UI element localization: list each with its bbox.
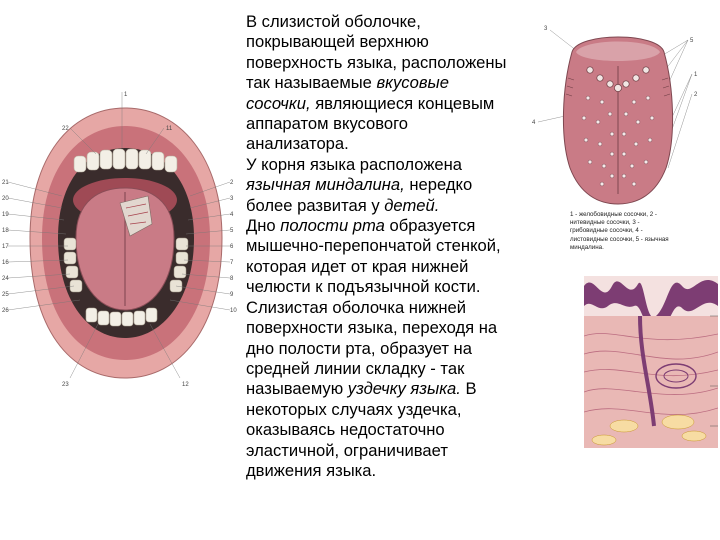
text-line xyxy=(246,257,546,277)
caption-line: грибовидные сосочки, 4 - xyxy=(570,227,643,235)
text-line xyxy=(246,236,546,256)
text-line xyxy=(246,134,546,154)
text-run: образуется xyxy=(384,216,476,236)
caption-line: миндалина. xyxy=(570,243,604,251)
text-line xyxy=(246,298,546,318)
mouth-label: 25 xyxy=(2,292,9,298)
text-run: некоторых случаях уздечка, xyxy=(246,399,462,419)
mouth-label: 17 xyxy=(2,244,9,250)
tongue-label: 2 xyxy=(694,92,698,98)
tongue-label: 5 xyxy=(690,38,694,44)
text-run: нередко xyxy=(404,175,473,195)
text-run: Слизистая оболочка нижней xyxy=(246,297,466,317)
mouth-label: 4 xyxy=(230,212,234,218)
mouth-label: 12 xyxy=(182,382,189,388)
text-line xyxy=(246,339,546,359)
text-line xyxy=(246,155,546,175)
main-text xyxy=(246,12,546,481)
text-line xyxy=(246,441,546,461)
emphasized-term: детей. xyxy=(384,195,440,215)
text-line xyxy=(246,277,546,297)
mouth-label: 11 xyxy=(166,126,173,132)
tongue-drawing xyxy=(528,18,708,214)
text-run: В слизистой оболочке, xyxy=(246,12,421,31)
text-run: поверхности языка, переходя на xyxy=(246,318,498,338)
emphasized-term: сосочки, xyxy=(246,93,311,113)
text-line xyxy=(246,318,546,338)
text-run: более развитая у xyxy=(246,195,385,215)
mouth-label: 18 xyxy=(2,228,9,234)
text-run: В xyxy=(460,379,477,399)
text-run: являющиеся концевым xyxy=(310,93,495,113)
text-line xyxy=(246,461,546,481)
text-line xyxy=(246,216,546,236)
mouth-label: 20 xyxy=(2,196,9,202)
text-run: движения языка. xyxy=(246,460,377,480)
text-run: дно полости рта, образует на xyxy=(246,338,472,358)
text-line xyxy=(246,400,546,420)
text-line xyxy=(246,379,546,399)
tongue-histology-illustration xyxy=(584,276,718,448)
mouth-label: 8 xyxy=(230,276,234,282)
mouth-label: 6 xyxy=(230,244,234,250)
text-line xyxy=(246,420,546,440)
caption-line: 1 - желобовидные сосочки, 2 - xyxy=(570,211,657,218)
mouth-label: 3 xyxy=(230,196,234,202)
oral-cavity-drawing xyxy=(0,88,238,388)
text-run: оказываясь недостаточно xyxy=(246,420,445,440)
mouth-label: 1 xyxy=(124,92,128,98)
emphasized-term: вкусовые xyxy=(376,73,449,93)
mouth-label: 10 xyxy=(230,308,237,314)
text-line xyxy=(246,359,546,379)
text-run: мышечно-перепончатой стенкой, xyxy=(246,236,501,256)
text-run: называемую xyxy=(246,379,348,399)
mouth-label: 19 xyxy=(2,212,9,218)
text-run: покрывающей верхнюю xyxy=(246,32,429,52)
text-line xyxy=(246,53,546,73)
text-run: средней линии складку - так xyxy=(246,358,465,378)
histology-drawing xyxy=(584,276,718,448)
mouth-label: 22 xyxy=(62,126,69,132)
mouth-label: 9 xyxy=(230,292,234,298)
mouth-label: 16 xyxy=(2,260,9,266)
tongue-figure-caption xyxy=(570,211,695,252)
text-run: поверхность языка, расположены xyxy=(246,52,507,72)
text-line xyxy=(246,114,546,134)
text-run: так называемые xyxy=(246,73,377,93)
mouth-label: 2 xyxy=(230,180,234,186)
text-run: эластичной, ограничивает xyxy=(246,440,448,460)
emphasized-term: язычная миндалина, xyxy=(246,175,405,195)
text-line xyxy=(246,94,546,114)
text-line xyxy=(246,12,546,32)
text-run: анализатора. xyxy=(246,134,349,154)
mouth-label: 23 xyxy=(62,382,69,388)
caption-line: нитевидные сосочки, 3 - xyxy=(570,219,640,227)
text-run: аппаратом вкусового xyxy=(246,114,409,134)
mouth-label: 5 xyxy=(230,228,234,234)
text-line xyxy=(246,175,546,195)
mouth-label: 26 xyxy=(2,308,9,314)
tongue-label: 3 xyxy=(544,26,548,32)
tongue-papillae-illustration xyxy=(528,18,708,214)
text-run: У корня языка расположена xyxy=(246,154,463,174)
mouth-label: 7 xyxy=(230,260,234,266)
text-run: Дно xyxy=(246,216,281,236)
tongue-label: 1 xyxy=(694,72,698,78)
emphasized-term: уздечку языка. xyxy=(347,379,461,399)
caption-line: листовидные сосочки, 5 - язычная xyxy=(570,235,669,243)
tongue-label: 4 xyxy=(532,120,536,126)
text-line xyxy=(246,32,546,52)
text-line xyxy=(246,196,546,216)
text-line xyxy=(246,73,546,93)
text-run: которая идет от края нижней xyxy=(246,256,469,276)
oral-cavity-illustration xyxy=(0,88,238,388)
mouth-label: 24 xyxy=(2,276,9,282)
text-run: челюсти к подъязычной кости. xyxy=(246,277,481,297)
mouth-label: 21 xyxy=(2,180,9,186)
emphasized-term: полости рта xyxy=(280,216,385,236)
